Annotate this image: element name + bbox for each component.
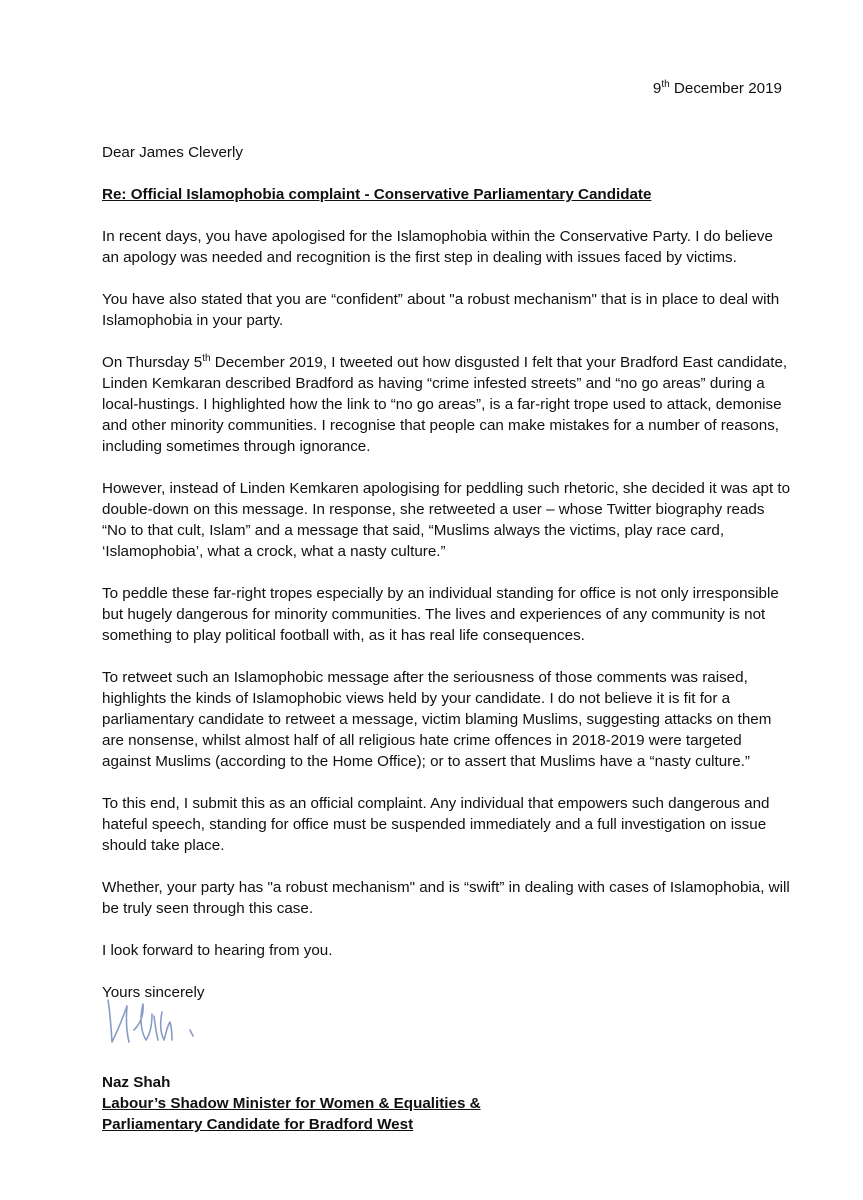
paragraph-1: In recent days, you have apologised for the Islamophobia within the Conservative Party. I do believe an apology was needed and recognition is the first step in dealing with issues faced by victims. bbox=[102, 228, 773, 266]
letter-date bbox=[653, 78, 782, 99]
paragraph-9: I look forward to hearing from you. bbox=[102, 942, 333, 959]
paragraph-3-start: On Thursday 5 bbox=[102, 354, 203, 371]
signer-title-line-1: Labour’s Shadow Minister for Women & Equalities & bbox=[102, 1095, 481, 1112]
paragraph-2: You have also stated that you are “confident” about "a robust mechanism" that is in place to deal with Islamophobia in your party. bbox=[102, 291, 780, 329]
paragraph-5: To peddle these far-right tropes especially by an individual standing for office is not only irresponsible but hugely dangerous for minority communities. The lives and experiences of any community is not something to play political football with, as it has real life consequences. bbox=[102, 585, 779, 644]
paragraph-3-rest: December 2019, I tweeted out how disgusted I felt that your Bradford East candidate, Linden Kemkaran described Bradford as having “crime infested streets” and “no go areas” during a local-hustings. I highlighted how the link to “no go areas”, is a far-right trope used to attack, demonise and other minority communities. I recognise that people can make mistakes for a number of reasons, including sometimes through ignorance. bbox=[102, 354, 788, 455]
paragraph-4: However, instead of Linden Kemkaren apologising for peddling such rhetoric, she decided it was apt to double-down on this message. In response, she retweeted a user – whose Twitter biography reads “No to that cult, Islam” and a message that said, “Muslims always the victims, play race card, ‘Islamophobia’, what a crock, what a nasty culture.” bbox=[102, 480, 791, 560]
paragraph-6: To retweet such an Islamophobic message after the seriousness of those comments was raised, highlights the kinds of Islamophobic views held by your candidate. I do not believe it is fit for a parliamentary candidate to retweet a message, victim blaming Muslims, suggesting attacks on them are nonsense, whilst almost half of all religious hate crime offences in 2018-2019 were targeted against Muslims (according to the Home Office); or to assert that Muslims have a “nasty culture.” bbox=[102, 669, 772, 770]
signer-title-line-2: Parliamentary Candidate for Bradford West bbox=[102, 1116, 414, 1133]
signer-name: Naz Shah bbox=[102, 1074, 171, 1091]
paragraph-3 bbox=[102, 352, 792, 457]
sign-off: Yours sincerely bbox=[102, 984, 205, 1001]
date-month-year: December 2019 bbox=[669, 80, 782, 97]
paragraph-8: Whether, your party has "a robust mechanism" and is “swift” in dealing with cases of Islamophobia, will be truly seen through this case. bbox=[102, 879, 790, 917]
signature-icon bbox=[100, 990, 220, 1050]
salutation: Dear James Cleverly bbox=[102, 144, 243, 161]
paragraph-3-suffix: th bbox=[202, 352, 211, 364]
date-day: 9 bbox=[652, 80, 662, 97]
signer-block bbox=[102, 1072, 792, 1135]
paragraph-7: To this end, I submit this as an official complaint. Any individual that empowers such dangerous and hateful speech, standing for office must be suspended immediately and a full investigation on issue should take place. bbox=[102, 795, 770, 854]
subject-line: Re: Official Islamophobia complaint - Conservative Parliamentary Candidate bbox=[102, 186, 652, 203]
date-suffix: th bbox=[661, 78, 670, 90]
letter-body bbox=[102, 142, 792, 1003]
